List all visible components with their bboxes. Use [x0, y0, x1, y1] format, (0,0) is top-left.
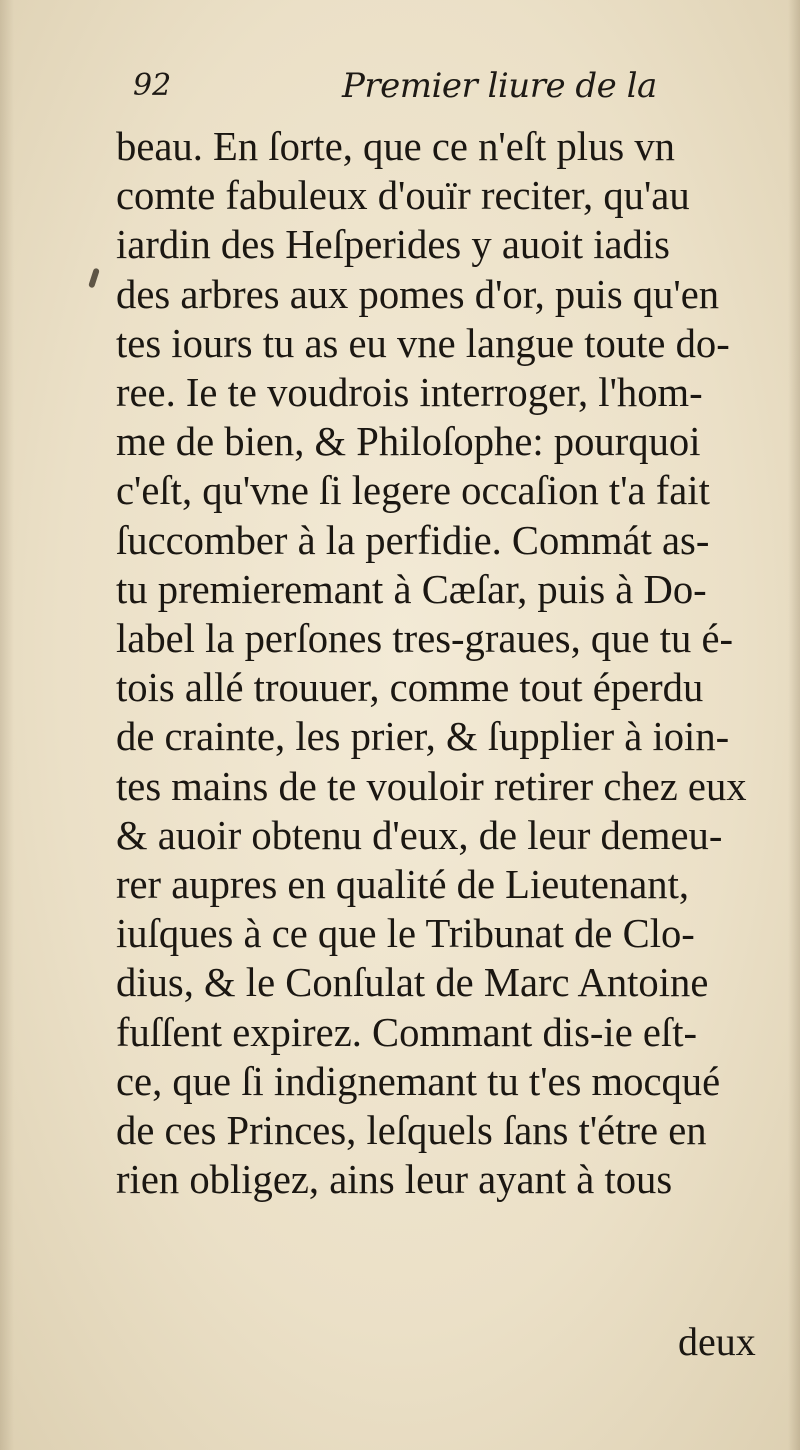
body-text: [116, 122, 772, 1204]
text-line: tes iours tu as eu vne langue toute do-: [116, 319, 730, 366]
text-line: me de bien, & Philoſophe: pourquoi: [116, 418, 701, 465]
text-line: ree. Ie te voudrois interroger, l'hom-: [116, 369, 703, 416]
text-line: dius, & le Conſulat de Marc Antoine: [116, 959, 709, 1006]
text-line: ce, que ſi indignemant tu t'es mocqué: [116, 1057, 721, 1104]
ink-stain: [88, 268, 100, 289]
text-line: tois allé trouuer, comme tout éperdu: [116, 664, 704, 711]
text-line: de crainte, les prier, & ſupplier à ioin-: [116, 713, 730, 760]
text-line: tu premieremant à Cæſar, puis à Do-: [116, 565, 707, 612]
running-head: Premier liure de la: [342, 66, 657, 106]
page-header: [118, 66, 758, 116]
text-line: c'eſt, qu'vne ſi legere occaſion t'a fait: [116, 467, 710, 514]
page-gutter-shadow: [0, 0, 14, 1450]
page-number: 92: [133, 68, 172, 103]
text-line: des arbres aux pomes d'or, puis qu'en: [116, 270, 720, 317]
text-line: ſuccomber à la perfidie. Commát as-: [116, 516, 710, 563]
text-line: iardin des Heſperides y auoit iadis: [116, 221, 670, 268]
text-line: tes mains de te vouloir retirer chez eux: [116, 762, 747, 809]
catchword: deux: [678, 1319, 756, 1364]
text-line: & auoir obtenu d'eux, de leur demeu-: [116, 811, 723, 858]
text-line: rien obligez, ains leur ayant à tous: [116, 1156, 673, 1203]
page-edge-shadow: [788, 0, 800, 1450]
text-line: comte fabuleux d'ouïr reciter, qu'au: [116, 172, 690, 219]
text-line: fuſſent expirez. Commant dis-ie eſt-: [116, 1008, 698, 1055]
text-line: de ces Princes, leſquels ſans t'étre en: [116, 1107, 707, 1154]
text-line: label la perſones tres-graues, que tu é-: [116, 615, 734, 662]
text-line: beau. En ſorte, que ce n'eſt plus vn: [116, 123, 676, 169]
text-line: iuſques à ce que le Tribunat de Clo-: [116, 910, 695, 957]
text-line: rer aupres en qualité de Lieutenant,: [116, 861, 690, 908]
